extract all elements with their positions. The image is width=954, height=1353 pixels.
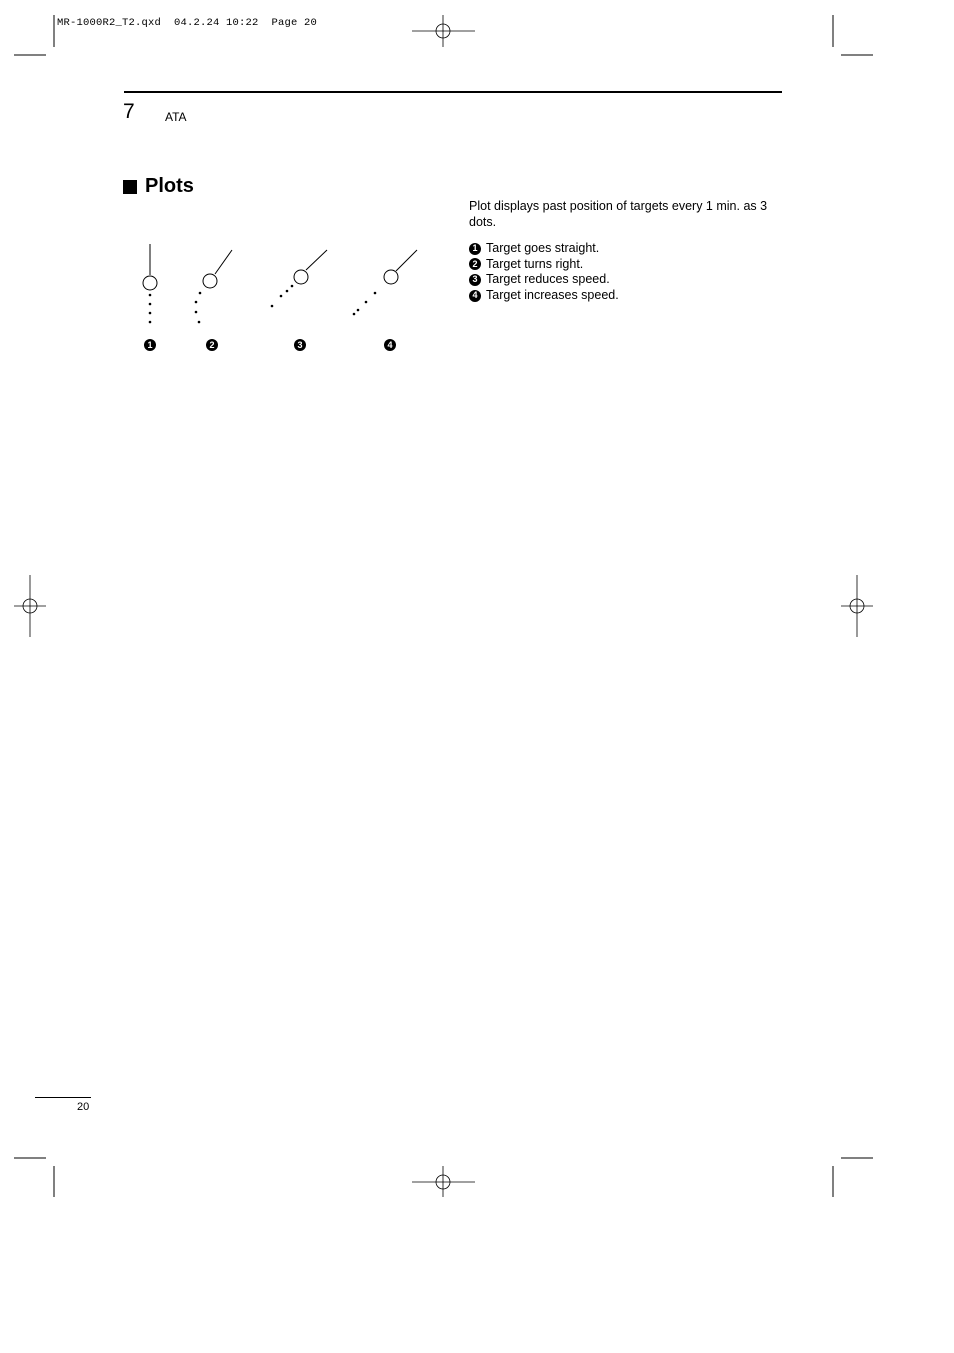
square-bullet-icon [123,180,137,194]
plots-description: Plot displays past position of targets every 1 min. as 3 dots. [469,199,768,229]
chapter-number: 7 [123,100,135,123]
list-item-text: Target increases speed. [486,287,619,302]
figure-label-4: 4 [384,339,396,351]
section-title: Plots [145,175,194,197]
list-item [469,241,619,257]
registration-target-left [14,575,46,637]
number-1-icon: 1 [469,243,481,255]
registration-target-right [841,575,873,637]
registration-target-top [412,15,475,47]
figure-label-2: 2 [206,339,218,351]
section-heading [123,175,194,198]
number-3-icon: 3 [469,274,481,286]
footer-rule [35,1097,91,1098]
number-2-icon: 2 [469,258,481,270]
list-item-text: Target goes straight. [486,241,600,255]
figure-label-1: 1 [144,339,156,351]
list-item-text: Target turns right. [486,256,584,271]
list-item [469,272,619,288]
list-item [469,257,619,273]
list-item [469,288,619,304]
plot-dots [149,285,377,324]
plots-legend-list [469,241,619,303]
list-item-text: Target reduces speed. [486,272,610,287]
registration-target-bottom [412,1166,475,1197]
chapter-title: ATA [165,110,187,124]
page-number: 20 [77,1101,90,1113]
number-4-icon: 4 [469,290,481,302]
header-rule [124,91,782,93]
file-slug: MR-1000R2_T2.qxd 04.2.24 10:22 Page 20 [57,17,318,29]
figure-label-3: 3 [294,339,306,351]
plots-figure [130,238,430,328]
